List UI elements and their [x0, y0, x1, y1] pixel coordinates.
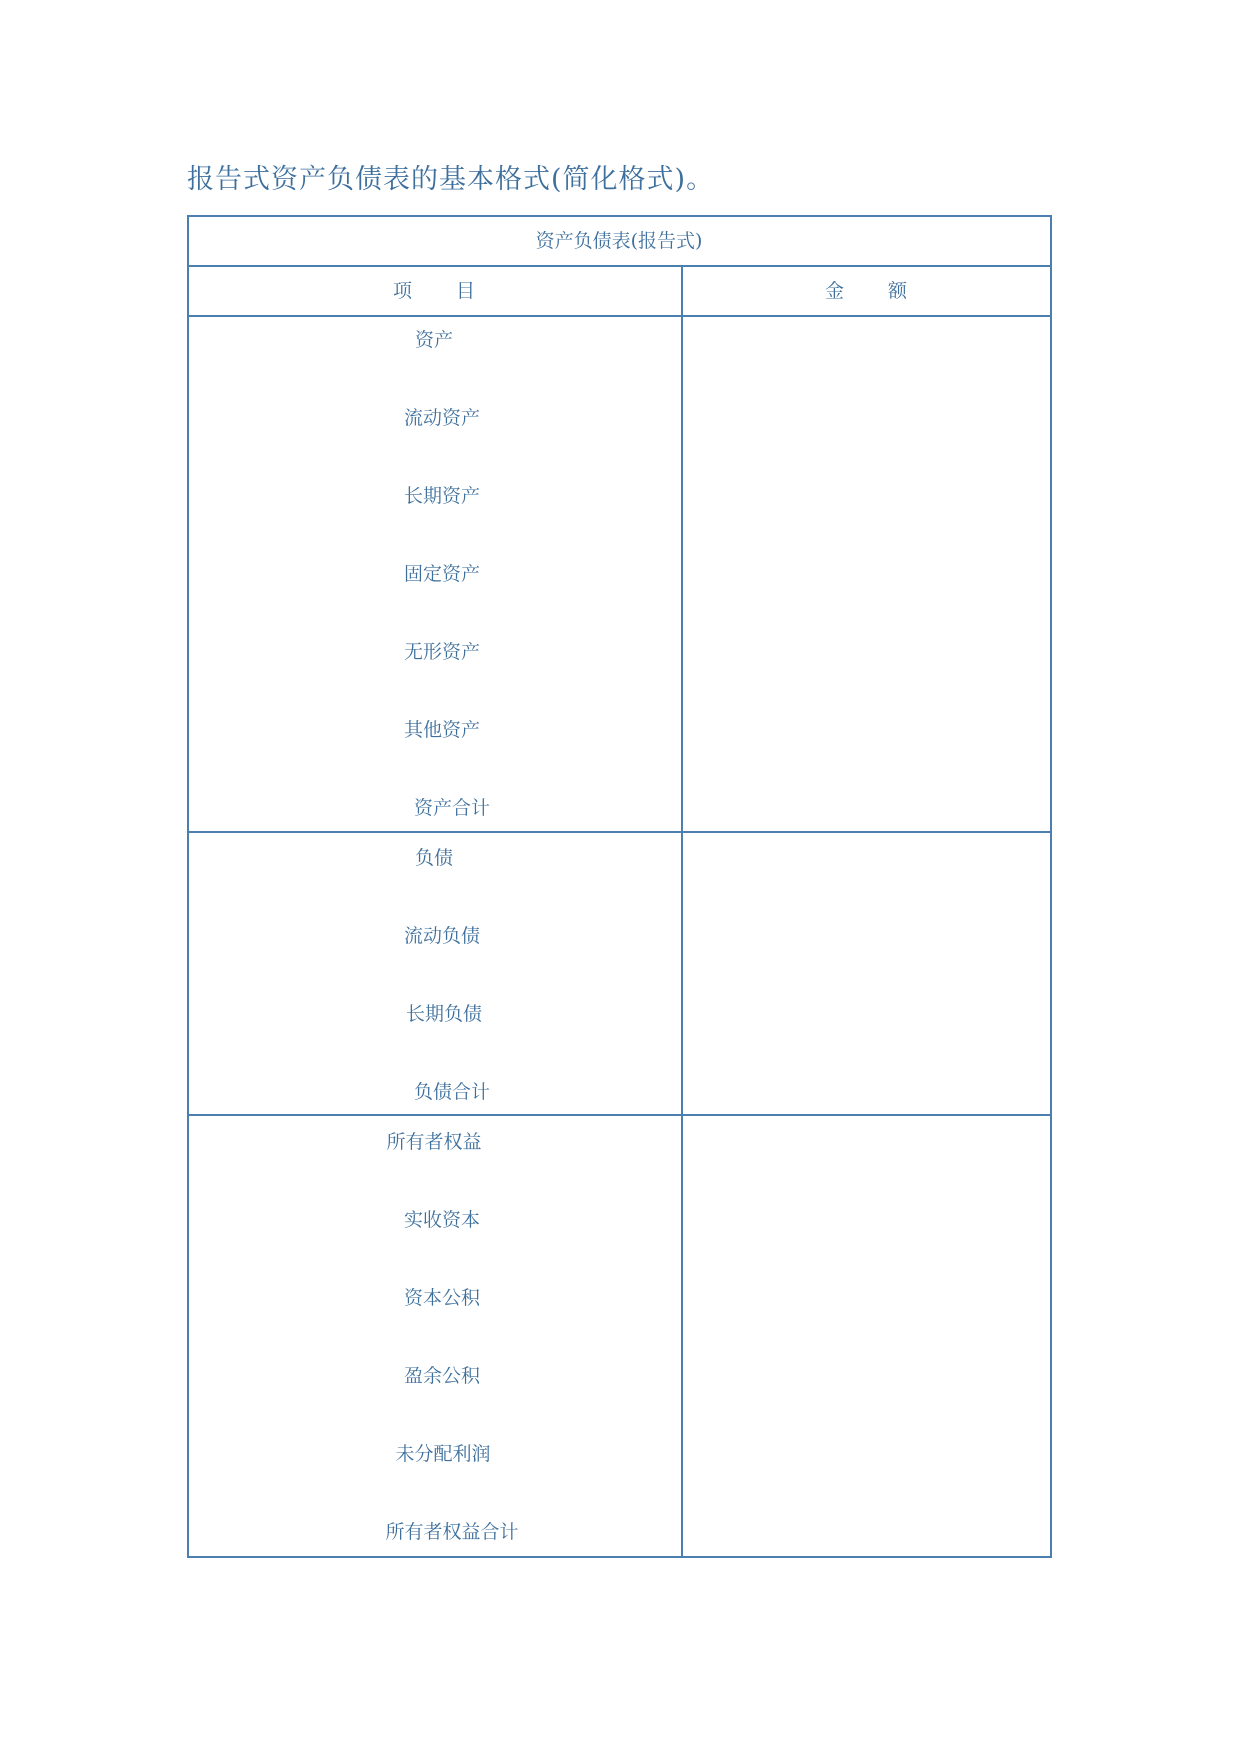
table-rule — [189, 831, 1050, 833]
list-item: 无形资产 — [403, 641, 481, 663]
list-item: 资本公积 — [403, 1287, 481, 1309]
assets-header: 资产 — [414, 329, 454, 351]
table-rule — [189, 1114, 1050, 1116]
list-item: 其他资产 — [403, 719, 481, 741]
column-header-item: 项 目 — [392, 280, 478, 302]
list-item: 实收资本 — [403, 1209, 481, 1231]
balance-sheet-table — [187, 215, 1052, 1558]
column-divider — [681, 265, 683, 1556]
table-rule — [189, 265, 1050, 267]
list-item: 流动资产 — [403, 407, 481, 429]
list-item: 未分配利润 — [395, 1443, 491, 1465]
list-item: 盈余公积 — [403, 1365, 481, 1387]
list-item: 长期资产 — [403, 485, 481, 507]
column-header-amount: 金 额 — [824, 280, 910, 302]
list-item: 固定资产 — [403, 563, 481, 585]
table-caption: 资产负债表(报告式) — [535, 230, 703, 252]
equity-total: 所有者权益合计 — [385, 1521, 519, 1543]
liabilities-header: 负债 — [414, 847, 454, 869]
document-heading: 报告式资产负债表的基本格式(简化格式)。 — [187, 164, 715, 195]
assets-total: 资产合计 — [413, 797, 491, 819]
liabilities-total: 负债合计 — [413, 1081, 491, 1103]
equity-header: 所有者权益 — [386, 1131, 482, 1153]
table-rule — [189, 315, 1050, 317]
list-item: 流动负债 — [403, 925, 481, 947]
list-item: 长期负债 — [405, 1003, 483, 1025]
